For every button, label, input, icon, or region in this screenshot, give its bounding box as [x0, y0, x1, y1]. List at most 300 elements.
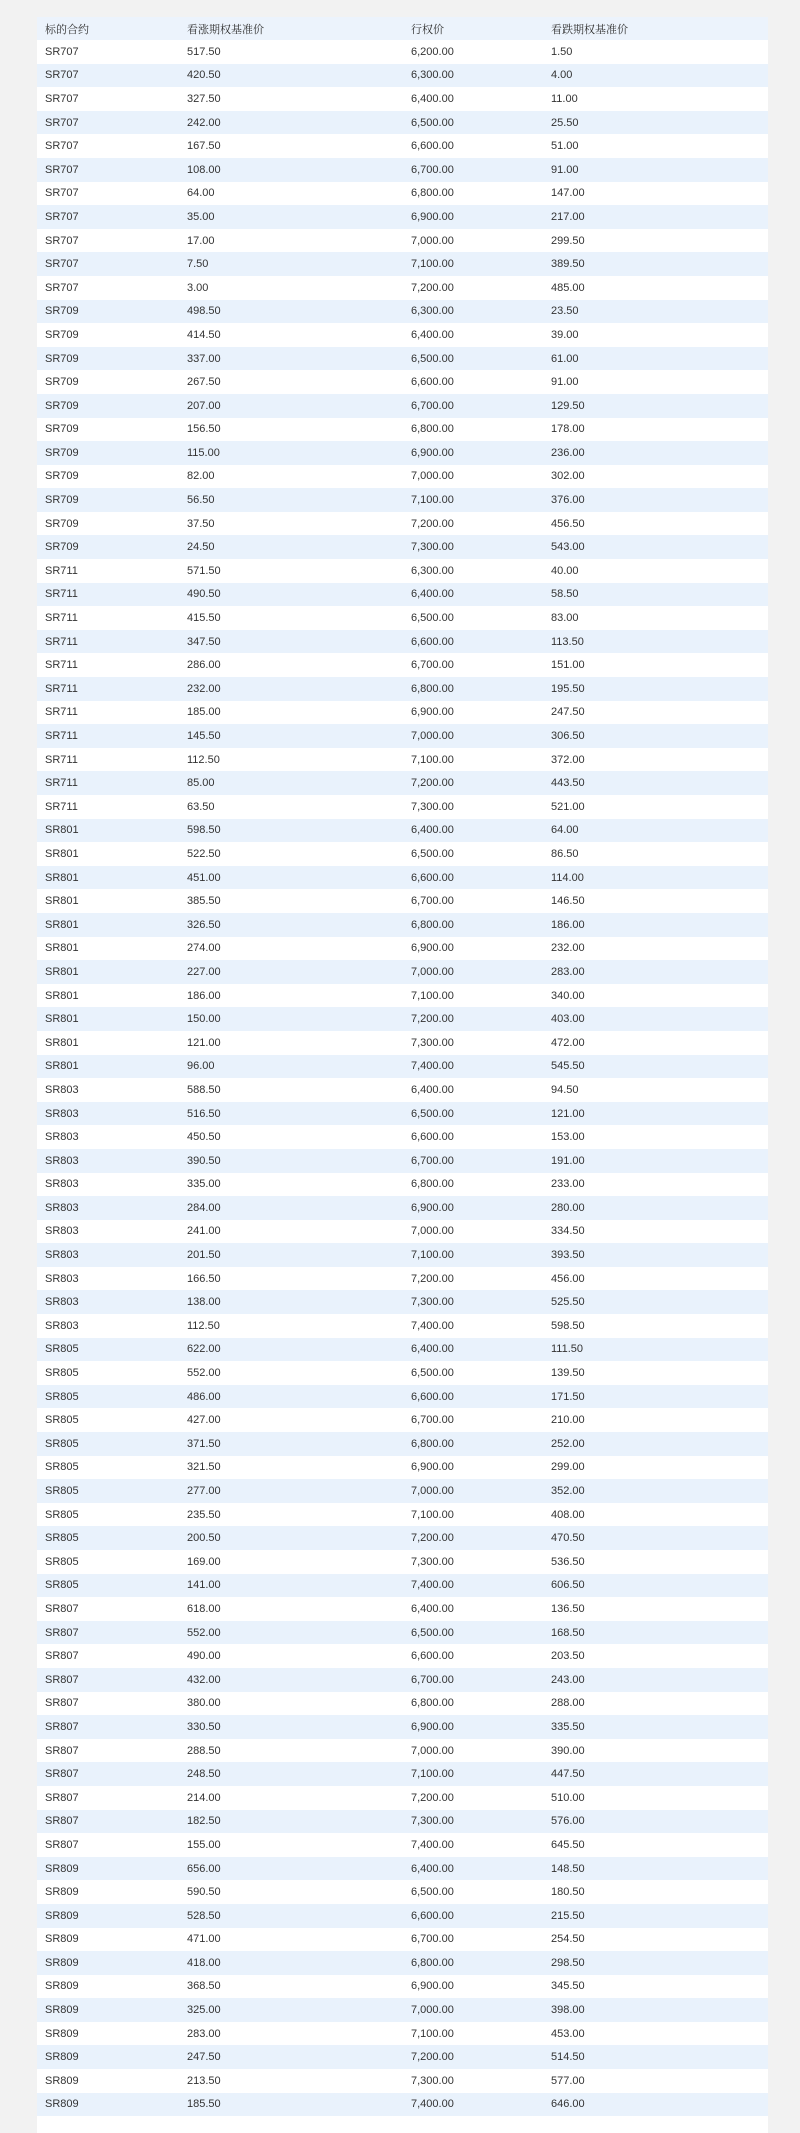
- cell-strike-price: 6,400.00: [403, 1597, 543, 1621]
- cell-call-base-price: 182.50: [179, 1810, 403, 1834]
- cell-strike-price: 7,200.00: [403, 2045, 543, 2069]
- cell-put-base-price: 298.50: [543, 1951, 768, 1975]
- cell-call-base-price: 451.00: [179, 866, 403, 890]
- table-row: [37, 2045, 768, 2069]
- cell-call-base-price: 552.00: [179, 1361, 403, 1385]
- cell-put-base-price: 236.00: [543, 441, 768, 465]
- cell-strike-price: 6,800.00: [403, 677, 543, 701]
- table-row: [37, 653, 768, 677]
- table-row: [37, 819, 768, 843]
- cell-put-base-price: 91.00: [543, 370, 768, 394]
- cell-strike-price: 7,000.00: [403, 229, 543, 253]
- table-row: [37, 1149, 768, 1173]
- table-row: [37, 1715, 768, 1739]
- cell-strike-price: 6,700.00: [403, 1149, 543, 1173]
- cell-strike-price: 6,300.00: [403, 64, 543, 88]
- cell-call-base-price: 232.00: [179, 677, 403, 701]
- table-row: [37, 2022, 768, 2046]
- table-row: [37, 748, 768, 772]
- cell-put-base-price: 83.00: [543, 606, 768, 630]
- cell-call-base-price: 335.00: [179, 1173, 403, 1197]
- table-row: [37, 1928, 768, 1952]
- cell-underlying-contract: SR807: [37, 1833, 179, 1857]
- table-row: [37, 701, 768, 725]
- cell-call-base-price: 241.00: [179, 1220, 403, 1244]
- cell-underlying-contract: SR803: [37, 1314, 179, 1338]
- cell-call-base-price: 167.50: [179, 134, 403, 158]
- cell-put-base-price: 456.00: [543, 1267, 768, 1291]
- cell-underlying-contract: SR709: [37, 418, 179, 442]
- table-row: [37, 1597, 768, 1621]
- cell-strike-price: 6,400.00: [403, 1338, 543, 1362]
- cell-underlying-contract: SR709: [37, 535, 179, 559]
- cell-put-base-price: 521.00: [543, 795, 768, 819]
- cell-put-base-price: 510.00: [543, 1786, 768, 1810]
- table-row: [37, 1857, 768, 1881]
- cell-underlying-contract: SR809: [37, 2069, 179, 2093]
- cell-put-base-price: 136.50: [543, 1597, 768, 1621]
- cell-underlying-contract: SR707: [37, 252, 179, 276]
- table-row: [37, 1692, 768, 1716]
- cell-call-base-price: 590.50: [179, 1880, 403, 1904]
- cell-call-base-price: 368.50: [179, 1975, 403, 1999]
- cell-call-base-price: 418.00: [179, 1951, 403, 1975]
- cell-call-base-price: 248.50: [179, 1762, 403, 1786]
- cell-strike-price: 6,700.00: [403, 1668, 543, 1692]
- cell-strike-price: 6,500.00: [403, 1621, 543, 1645]
- cell-strike-price: 7,200.00: [403, 1786, 543, 1810]
- cell-put-base-price: 456.50: [543, 512, 768, 536]
- cell-put-base-price: 58.50: [543, 583, 768, 607]
- cell-put-base-price: 191.00: [543, 1149, 768, 1173]
- cell-call-base-price: 82.00: [179, 465, 403, 489]
- cell-underlying-contract: SR801: [37, 1031, 179, 1055]
- table-row: [37, 40, 768, 64]
- cell-strike-price: 6,700.00: [403, 1928, 543, 1952]
- table-row: [37, 1007, 768, 1031]
- cell-strike-price: 7,100.00: [403, 984, 543, 1008]
- cell-underlying-contract: SR805: [37, 1574, 179, 1598]
- cell-underlying-contract: SR711: [37, 559, 179, 583]
- cell-put-base-price: 215.50: [543, 1904, 768, 1928]
- cell-put-base-price: 129.50: [543, 394, 768, 418]
- table-row: [37, 1503, 768, 1527]
- cell-put-base-price: 195.50: [543, 677, 768, 701]
- cell-strike-price: 6,900.00: [403, 1975, 543, 1999]
- cell-underlying-contract: SR803: [37, 1290, 179, 1314]
- cell-underlying-contract: SR805: [37, 1456, 179, 1480]
- table-row: [37, 1267, 768, 1291]
- cell-call-base-price: 326.50: [179, 913, 403, 937]
- cell-underlying-contract: SR809: [37, 1975, 179, 1999]
- cell-strike-price: 6,800.00: [403, 182, 543, 206]
- cell-call-base-price: 471.00: [179, 1928, 403, 1952]
- cell-underlying-contract: SR809: [37, 1928, 179, 1952]
- cell-call-base-price: 96.00: [179, 1055, 403, 1079]
- cell-put-base-price: 243.00: [543, 1668, 768, 1692]
- cell-strike-price: 6,500.00: [403, 111, 543, 135]
- cell-call-base-price: 213.50: [179, 2069, 403, 2093]
- cell-strike-price: 7,000.00: [403, 960, 543, 984]
- cell-call-base-price: 141.00: [179, 1574, 403, 1598]
- cell-strike-price: 6,500.00: [403, 842, 543, 866]
- table-row: [37, 960, 768, 984]
- option-price-sheet: [37, 17, 768, 2133]
- cell-underlying-contract: SR709: [37, 465, 179, 489]
- cell-underlying-contract: SR803: [37, 1243, 179, 1267]
- cell-call-base-price: 277.00: [179, 1479, 403, 1503]
- cell-strike-price: 7,000.00: [403, 465, 543, 489]
- cell-put-base-price: 91.00: [543, 158, 768, 182]
- cell-put-base-price: 146.50: [543, 889, 768, 913]
- cell-call-base-price: 121.00: [179, 1031, 403, 1055]
- table-row: [37, 465, 768, 489]
- cell-call-base-price: 516.50: [179, 1102, 403, 1126]
- cell-strike-price: 7,100.00: [403, 1762, 543, 1786]
- cell-call-base-price: 380.00: [179, 1692, 403, 1716]
- cell-call-base-price: 571.50: [179, 559, 403, 583]
- cell-put-base-price: 153.00: [543, 1125, 768, 1149]
- cell-underlying-contract: SR711: [37, 701, 179, 725]
- cell-put-base-price: 577.00: [543, 2069, 768, 2093]
- cell-strike-price: 6,500.00: [403, 1102, 543, 1126]
- cell-put-base-price: 485.00: [543, 276, 768, 300]
- table-row: [37, 1526, 768, 1550]
- cell-underlying-contract: SR807: [37, 1644, 179, 1668]
- cell-put-base-price: 470.50: [543, 1526, 768, 1550]
- cell-call-base-price: 115.00: [179, 441, 403, 465]
- cell-strike-price: 7,300.00: [403, 795, 543, 819]
- cell-underlying-contract: SR807: [37, 1810, 179, 1834]
- cell-underlying-contract: SR803: [37, 1173, 179, 1197]
- table-row: [37, 1102, 768, 1126]
- cell-call-base-price: 321.50: [179, 1456, 403, 1480]
- cell-call-base-price: 325.00: [179, 1998, 403, 2022]
- cell-call-base-price: 371.50: [179, 1432, 403, 1456]
- cell-underlying-contract: SR801: [37, 842, 179, 866]
- cell-put-base-price: 335.50: [543, 1715, 768, 1739]
- cell-underlying-contract: SR803: [37, 1125, 179, 1149]
- cell-underlying-contract: SR707: [37, 158, 179, 182]
- cell-put-base-price: 39.00: [543, 323, 768, 347]
- cell-put-base-price: 340.00: [543, 984, 768, 1008]
- cell-strike-price: 7,300.00: [403, 1550, 543, 1574]
- cell-call-base-price: 112.50: [179, 1314, 403, 1338]
- cell-strike-price: 7,100.00: [403, 252, 543, 276]
- cell-put-base-price: 180.50: [543, 1880, 768, 1904]
- cell-put-base-price: 514.50: [543, 2045, 768, 2069]
- cell-strike-price: 6,400.00: [403, 819, 543, 843]
- cell-call-base-price: 286.00: [179, 653, 403, 677]
- cell-strike-price: 6,800.00: [403, 1173, 543, 1197]
- cell-strike-price: 6,600.00: [403, 1644, 543, 1668]
- cell-underlying-contract: SR807: [37, 1621, 179, 1645]
- cell-strike-price: 7,400.00: [403, 1574, 543, 1598]
- cell-call-base-price: 242.00: [179, 111, 403, 135]
- cell-put-base-price: 203.50: [543, 1644, 768, 1668]
- cell-underlying-contract: SR801: [37, 984, 179, 1008]
- cell-put-base-price: 408.00: [543, 1503, 768, 1527]
- cell-call-base-price: 498.50: [179, 300, 403, 324]
- table-row: [37, 2069, 768, 2093]
- cell-put-base-price: 113.50: [543, 630, 768, 654]
- cell-put-base-price: 376.00: [543, 488, 768, 512]
- cell-put-base-price: 472.00: [543, 1031, 768, 1055]
- cell-call-base-price: 414.50: [179, 323, 403, 347]
- cell-put-base-price: 4.00: [543, 64, 768, 88]
- table-row: [37, 1243, 768, 1267]
- table-row: [37, 842, 768, 866]
- cell-call-base-price: 155.00: [179, 1833, 403, 1857]
- cell-call-base-price: 284.00: [179, 1196, 403, 1220]
- cell-call-base-price: 517.50: [179, 40, 403, 64]
- table-row: [37, 795, 768, 819]
- cell-put-base-price: 390.00: [543, 1739, 768, 1763]
- cell-strike-price: 7,100.00: [403, 1503, 543, 1527]
- cell-put-base-price: 443.50: [543, 771, 768, 795]
- cell-call-base-price: 200.50: [179, 1526, 403, 1550]
- cell-underlying-contract: SR801: [37, 1055, 179, 1079]
- table-row: [37, 1314, 768, 1338]
- cell-strike-price: 7,200.00: [403, 771, 543, 795]
- cell-underlying-contract: SR707: [37, 64, 179, 88]
- cell-put-base-price: 645.50: [543, 1833, 768, 1857]
- table-row: [37, 1220, 768, 1244]
- table-row: [37, 771, 768, 795]
- cell-call-base-price: 552.00: [179, 1621, 403, 1645]
- cell-strike-price: 7,300.00: [403, 1290, 543, 1314]
- cell-strike-price: 7,100.00: [403, 748, 543, 772]
- cell-call-base-price: 486.00: [179, 1385, 403, 1409]
- header-call-base-price: 看涨期权基准价: [179, 17, 403, 40]
- cell-put-base-price: 151.00: [543, 653, 768, 677]
- cell-call-base-price: 24.50: [179, 535, 403, 559]
- table-row: [37, 441, 768, 465]
- cell-strike-price: 6,600.00: [403, 370, 543, 394]
- cell-underlying-contract: SR803: [37, 1267, 179, 1291]
- cell-strike-price: 6,300.00: [403, 559, 543, 583]
- table-row: [37, 64, 768, 88]
- cell-put-base-price: 186.00: [543, 913, 768, 937]
- cell-underlying-contract: SR707: [37, 182, 179, 206]
- cell-underlying-contract: SR809: [37, 1857, 179, 1881]
- table-row: [37, 866, 768, 890]
- table-row: [37, 1880, 768, 1904]
- cell-strike-price: 6,900.00: [403, 937, 543, 961]
- table-row: [37, 1078, 768, 1102]
- cell-call-base-price: 622.00: [179, 1338, 403, 1362]
- cell-strike-price: 6,800.00: [403, 1432, 543, 1456]
- cell-put-base-price: 576.00: [543, 1810, 768, 1834]
- table-row: [37, 1361, 768, 1385]
- cell-strike-price: 7,400.00: [403, 2093, 543, 2117]
- cell-call-base-price: 283.00: [179, 2022, 403, 2046]
- cell-call-base-price: 415.50: [179, 606, 403, 630]
- table-row: [37, 1456, 768, 1480]
- cell-put-base-price: 598.50: [543, 1314, 768, 1338]
- cell-call-base-price: 17.00: [179, 229, 403, 253]
- cell-underlying-contract: SR803: [37, 1149, 179, 1173]
- cell-strike-price: 7,400.00: [403, 1314, 543, 1338]
- cell-call-base-price: 145.50: [179, 724, 403, 748]
- cell-strike-price: 7,200.00: [403, 1267, 543, 1291]
- table-row: [37, 1739, 768, 1763]
- table-row: [37, 1385, 768, 1409]
- header-underlying-contract: 标的合约: [37, 17, 179, 40]
- cell-strike-price: 6,600.00: [403, 866, 543, 890]
- cell-underlying-contract: SR807: [37, 1739, 179, 1763]
- cell-underlying-contract: SR805: [37, 1432, 179, 1456]
- cell-put-base-price: 288.00: [543, 1692, 768, 1716]
- cell-put-base-price: 299.00: [543, 1456, 768, 1480]
- cell-call-base-price: 274.00: [179, 937, 403, 961]
- cell-call-base-price: 7.50: [179, 252, 403, 276]
- cell-strike-price: 7,000.00: [403, 1479, 543, 1503]
- cell-call-base-price: 166.50: [179, 1267, 403, 1291]
- table-row: [37, 323, 768, 347]
- table-row: [37, 134, 768, 158]
- cell-put-base-price: 171.50: [543, 1385, 768, 1409]
- table-row: [37, 1408, 768, 1432]
- cell-put-base-price: 299.50: [543, 229, 768, 253]
- cell-call-base-price: 337.00: [179, 347, 403, 371]
- table-row: [37, 111, 768, 135]
- table-row: [37, 182, 768, 206]
- table-row: [37, 512, 768, 536]
- table-row: [37, 205, 768, 229]
- cell-underlying-contract: SR809: [37, 1904, 179, 1928]
- cell-underlying-contract: SR707: [37, 87, 179, 111]
- table-row: [37, 913, 768, 937]
- header-row: [37, 17, 768, 40]
- cell-call-base-price: 618.00: [179, 1597, 403, 1621]
- cell-put-base-price: 545.50: [543, 1055, 768, 1079]
- cell-underlying-contract: SR709: [37, 441, 179, 465]
- table-row: [37, 252, 768, 276]
- table-row: [37, 1125, 768, 1149]
- table-row: [37, 984, 768, 1008]
- table-header: [37, 17, 768, 40]
- cell-put-base-price: 283.00: [543, 960, 768, 984]
- cell-put-base-price: 11.00: [543, 87, 768, 111]
- cell-put-base-price: 646.00: [543, 2093, 768, 2117]
- table-row: [37, 1338, 768, 1362]
- cell-call-base-price: 185.50: [179, 2093, 403, 2117]
- cell-strike-price: 6,500.00: [403, 1361, 543, 1385]
- cell-put-base-price: 168.50: [543, 1621, 768, 1645]
- cell-strike-price: 7,300.00: [403, 2069, 543, 2093]
- cell-strike-price: 7,300.00: [403, 535, 543, 559]
- cell-underlying-contract: SR809: [37, 1998, 179, 2022]
- cell-strike-price: 7,200.00: [403, 1526, 543, 1550]
- table-row: [37, 1031, 768, 1055]
- cell-call-base-price: 490.50: [179, 583, 403, 607]
- cell-put-base-price: 233.00: [543, 1173, 768, 1197]
- cell-strike-price: 7,100.00: [403, 2022, 543, 2046]
- cell-strike-price: 6,800.00: [403, 418, 543, 442]
- table-row: [37, 300, 768, 324]
- cell-strike-price: 6,900.00: [403, 1456, 543, 1480]
- cell-call-base-price: 3.00: [179, 276, 403, 300]
- table-row: [37, 630, 768, 654]
- cell-call-base-price: 490.00: [179, 1644, 403, 1668]
- cell-call-base-price: 432.00: [179, 1668, 403, 1692]
- cell-put-base-price: 86.50: [543, 842, 768, 866]
- cell-call-base-price: 138.00: [179, 1290, 403, 1314]
- cell-underlying-contract: SR709: [37, 323, 179, 347]
- table-row: [37, 1644, 768, 1668]
- cell-strike-price: 6,600.00: [403, 1904, 543, 1928]
- table-row: [37, 229, 768, 253]
- cell-strike-price: 6,900.00: [403, 205, 543, 229]
- cell-strike-price: 7,000.00: [403, 1998, 543, 2022]
- option-price-table: [37, 17, 768, 2116]
- cell-underlying-contract: SR801: [37, 960, 179, 984]
- cell-strike-price: 7,400.00: [403, 1833, 543, 1857]
- cell-underlying-contract: SR809: [37, 1951, 179, 1975]
- cell-put-base-price: 252.00: [543, 1432, 768, 1456]
- cell-call-base-price: 112.50: [179, 748, 403, 772]
- cell-put-base-price: 372.00: [543, 748, 768, 772]
- table-row: [37, 158, 768, 182]
- cell-put-base-price: 393.50: [543, 1243, 768, 1267]
- cell-underlying-contract: SR807: [37, 1668, 179, 1692]
- cell-put-base-price: 247.50: [543, 701, 768, 725]
- cell-put-base-price: 111.50: [543, 1338, 768, 1362]
- cell-underlying-contract: SR709: [37, 394, 179, 418]
- cell-underlying-contract: SR809: [37, 2022, 179, 2046]
- cell-call-base-price: 522.50: [179, 842, 403, 866]
- cell-underlying-contract: SR809: [37, 2045, 179, 2069]
- table-row: [37, 1975, 768, 1999]
- cell-put-base-price: 217.00: [543, 205, 768, 229]
- cell-strike-price: 6,400.00: [403, 583, 543, 607]
- cell-underlying-contract: SR711: [37, 795, 179, 819]
- cell-call-base-price: 56.50: [179, 488, 403, 512]
- cell-call-base-price: 420.50: [179, 64, 403, 88]
- cell-call-base-price: 63.50: [179, 795, 403, 819]
- cell-call-base-price: 235.50: [179, 1503, 403, 1527]
- cell-underlying-contract: SR801: [37, 889, 179, 913]
- cell-call-base-price: 267.50: [179, 370, 403, 394]
- table-row: [37, 1810, 768, 1834]
- cell-put-base-price: 525.50: [543, 1290, 768, 1314]
- cell-underlying-contract: SR709: [37, 300, 179, 324]
- cell-underlying-contract: SR711: [37, 583, 179, 607]
- cell-strike-price: 7,300.00: [403, 1031, 543, 1055]
- cell-put-base-price: 302.00: [543, 465, 768, 489]
- cell-call-base-price: 528.50: [179, 1904, 403, 1928]
- cell-underlying-contract: SR807: [37, 1692, 179, 1716]
- cell-call-base-price: 227.00: [179, 960, 403, 984]
- cell-call-base-price: 169.00: [179, 1550, 403, 1574]
- cell-underlying-contract: SR801: [37, 1007, 179, 1031]
- table-row: [37, 87, 768, 111]
- cell-underlying-contract: SR707: [37, 134, 179, 158]
- cell-strike-price: 6,900.00: [403, 441, 543, 465]
- cell-strike-price: 7,300.00: [403, 1810, 543, 1834]
- cell-call-base-price: 207.00: [179, 394, 403, 418]
- cell-put-base-price: 114.00: [543, 866, 768, 890]
- cell-strike-price: 6,600.00: [403, 1125, 543, 1149]
- cell-strike-price: 7,000.00: [403, 1739, 543, 1763]
- table-row: [37, 583, 768, 607]
- cell-underlying-contract: SR805: [37, 1338, 179, 1362]
- cell-call-base-price: 150.00: [179, 1007, 403, 1031]
- table-row: [37, 1550, 768, 1574]
- cell-strike-price: 6,800.00: [403, 913, 543, 937]
- table-row: [37, 606, 768, 630]
